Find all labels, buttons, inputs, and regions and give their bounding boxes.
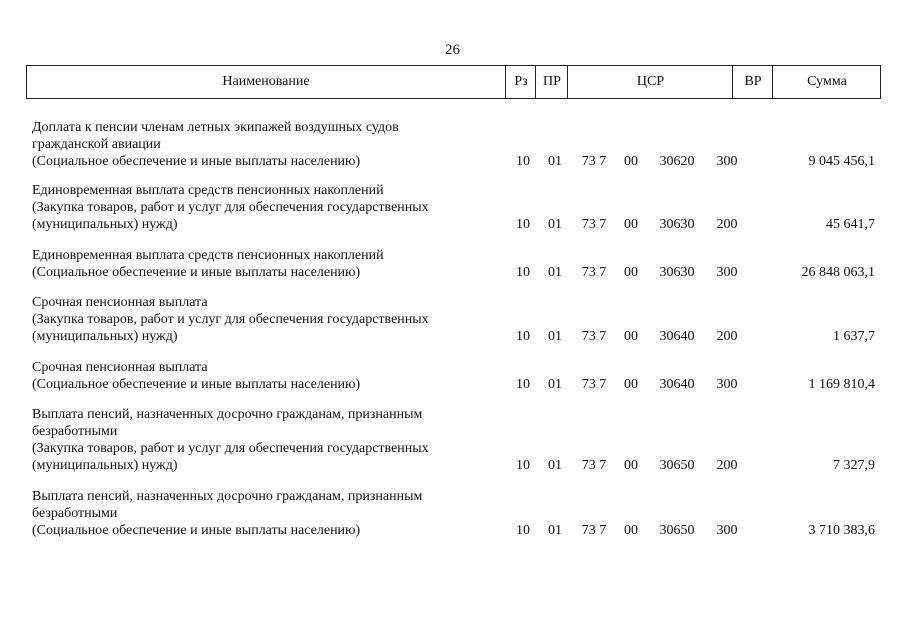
row-csr-sub: 00 (624, 523, 638, 538)
row-vr: 300 (716, 154, 738, 169)
row-csr-program: 73 7 (581, 523, 607, 538)
header-pr: ПР (535, 66, 568, 98)
header-rz: Рз (505, 66, 536, 98)
row-name-line: безработными (32, 424, 118, 439)
row-name-line: (муниципальных) нужд) (32, 458, 178, 473)
row-pr: 01 (548, 329, 562, 344)
row-name (32, 406, 482, 474)
row-name-line: Выплата пенсий, назначенных досрочно гражданам, признанным (32, 489, 423, 504)
row-rz: 10 (516, 377, 530, 392)
row-csr-code: 30630 (659, 217, 695, 232)
row-csr-program: 73 7 (581, 265, 607, 280)
row-name-line: (Закупка товаров, работ и услуг для обеспечения государственных (32, 312, 429, 327)
row-vr: 200 (716, 217, 738, 232)
row-csr-sub: 00 (624, 329, 638, 344)
row-vr: 200 (716, 329, 738, 344)
row-name-line: Единовременная выплата средств пенсионных накоплений (32, 183, 384, 198)
row-rz: 10 (516, 523, 530, 538)
row-name-line: Срочная пенсионная выплата (32, 360, 208, 375)
header-sum: Сумма (772, 66, 881, 98)
header-name: Наименование (222, 74, 310, 89)
row-pr: 01 (548, 458, 562, 473)
row-csr-program: 73 7 (581, 217, 607, 232)
row-sum: 26 848 063,1 (801, 265, 875, 280)
row-name-line: (муниципальных) нужд) (32, 329, 178, 344)
row-csr-sub: 00 (624, 265, 638, 280)
row-name-line: Срочная пенсионная выплата (32, 295, 208, 310)
row-pr: 01 (548, 523, 562, 538)
row-csr-sub: 00 (624, 377, 638, 392)
row-csr-program: 73 7 (581, 458, 607, 473)
row-sum: 7 327,9 (833, 458, 875, 473)
row-sum: 1 637,7 (833, 329, 875, 344)
row-name-line: (Закупка товаров, работ и услуг для обеспечения государственных (32, 441, 429, 456)
row-csr-code: 30650 (659, 523, 695, 538)
header-vr: ВР (732, 66, 773, 98)
row-pr: 01 (548, 154, 562, 169)
row-name-line: (муниципальных) нужд) (32, 217, 178, 232)
row-rz: 10 (516, 217, 530, 232)
row-rz: 10 (516, 265, 530, 280)
row-rz: 10 (516, 154, 530, 169)
row-sum: 3 710 383,6 (808, 523, 875, 538)
row-pr: 01 (548, 265, 562, 280)
row-name (32, 119, 482, 170)
row-name-line: безработными (32, 506, 118, 521)
row-name (32, 488, 482, 539)
row-pr: 01 (548, 217, 562, 232)
row-csr-code: 30640 (659, 377, 695, 392)
row-csr-program: 73 7 (581, 377, 607, 392)
row-name-line: (Социальное обеспечение и иные выплаты населению) (32, 154, 361, 169)
row-csr-code: 30630 (659, 265, 695, 280)
row-name-line: (Социальное обеспечение и иные выплаты населению) (32, 523, 361, 538)
row-name-line: Доплата к пенсии членам летных экипажей воздушных судов (32, 120, 399, 135)
row-rz: 10 (516, 329, 530, 344)
row-rz: 10 (516, 458, 530, 473)
row-vr: 200 (716, 458, 738, 473)
row-sum: 1 169 810,4 (808, 377, 875, 392)
row-csr-program: 73 7 (581, 329, 607, 344)
row-vr: 300 (716, 377, 738, 392)
row-csr-code: 30650 (659, 458, 695, 473)
row-vr: 300 (716, 523, 738, 538)
row-name-line: (Закупка товаров, работ и услуг для обеспечения государственных (32, 200, 429, 215)
row-csr-code: 30620 (659, 154, 695, 169)
header-csr: ЦСР (567, 66, 733, 98)
row-name-line: гражданской авиации (32, 137, 161, 152)
page-number: 26 (445, 42, 460, 58)
row-name-line: (Социальное обеспечение и иные выплаты населению) (32, 265, 361, 280)
row-name (32, 182, 482, 233)
row-name (32, 247, 482, 281)
row-name-line: (Социальное обеспечение и иные выплаты населению) (32, 377, 361, 392)
row-name (32, 294, 482, 345)
row-csr-code: 30640 (659, 329, 695, 344)
row-sum: 45 641,7 (826, 217, 875, 232)
row-vr: 300 (716, 265, 738, 280)
row-name (32, 359, 482, 393)
row-sum: 9 045 456,1 (808, 154, 875, 169)
row-csr-program: 73 7 (581, 154, 607, 169)
row-csr-sub: 00 (624, 154, 638, 169)
row-name-line: Единовременная выплата средств пенсионных накоплений (32, 248, 384, 263)
row-pr: 01 (548, 377, 562, 392)
row-csr-sub: 00 (624, 458, 638, 473)
row-name-line: Выплата пенсий, назначенных досрочно гражданам, признанным (32, 407, 423, 422)
row-csr-sub: 00 (624, 217, 638, 232)
